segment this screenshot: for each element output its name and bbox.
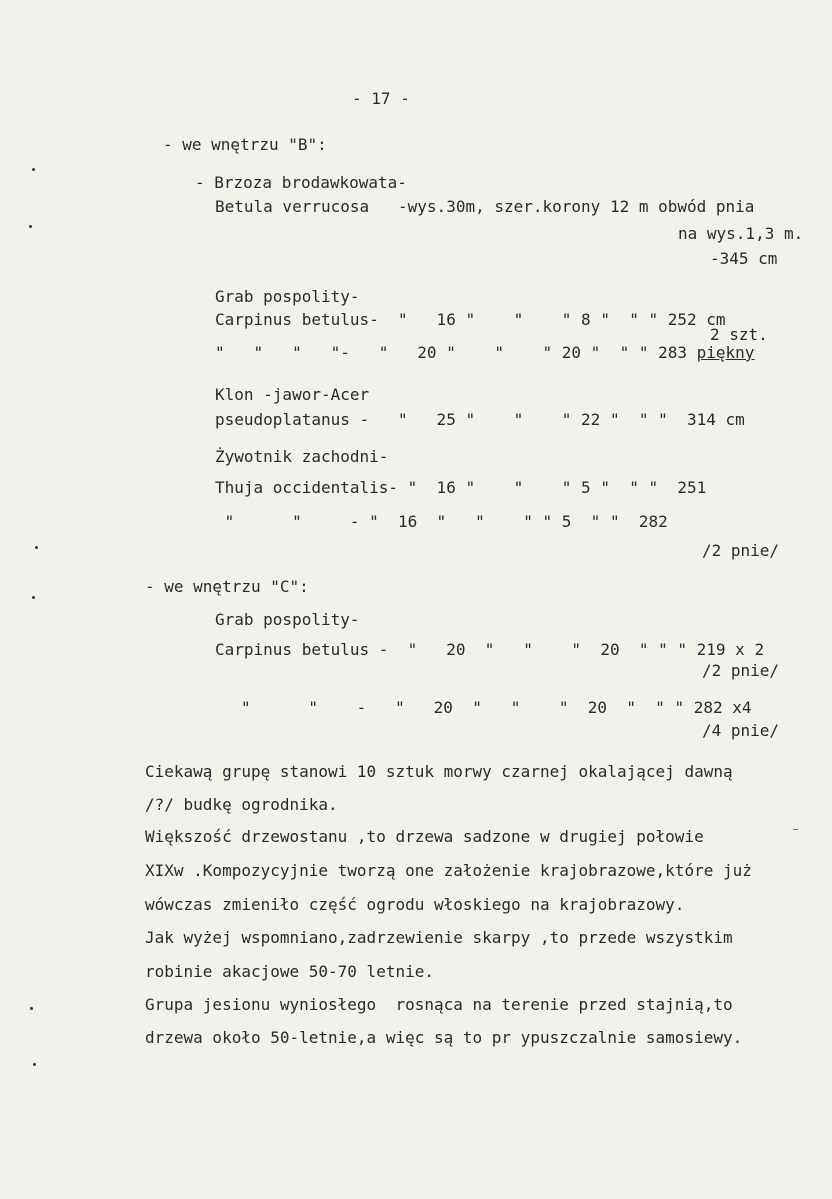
entry-line: Grab pospolity-: [215, 610, 360, 629]
section-heading-b: - we wnętrzu "B":: [163, 135, 327, 154]
scan-speck: [29, 225, 32, 228]
paragraph-line: wówczas zmieniło część ogrodu włoskiego na krajobrazowy.: [145, 895, 685, 914]
paragraph-line: Ciekawą grupę stanowi 10 sztuk morwy czarnej okalającej dawną: [145, 762, 733, 781]
scan-speck: [32, 168, 35, 171]
entry-line: Grab pospolity-: [215, 287, 360, 306]
entry-line: -345 cm: [710, 249, 778, 268]
entry-line: pseudoplatanus - " 25 " " " 22 " " " 314 cm: [215, 410, 745, 429]
entry-line: Carpinus betulus - " 20 " " " 20 " " " 219 x 2: [215, 640, 765, 659]
scan-speck: [30, 1007, 33, 1010]
scan-speck: [33, 1063, 36, 1066]
paragraph-line: Większość drzewostanu ,to drzewa sadzone w drugiej połowie: [145, 827, 704, 846]
scan-speck: [35, 546, 38, 549]
underlined-remark: piękny: [696, 343, 755, 362]
entry-text: " " " "- " 20 " " " 20 " " " 283: [215, 343, 697, 362]
entry-line: /2 pnie/: [702, 661, 780, 680]
entry-line: " " - " 20 " " " 20 " " " 282 x4: [241, 698, 752, 717]
entry-line: Carpinus betulus- " 16 " " " 8 " " " 252 cm: [215, 310, 726, 329]
entry-line: Żywotnik zachodni-: [215, 447, 389, 466]
entry-line: 2 szt.: [710, 325, 768, 344]
entry-line: Thuja occidentalis- " 16 " " " 5 " " " 251: [215, 478, 707, 497]
scan-speck: [32, 596, 35, 599]
paragraph-line: robinie akacjowe 50-70 letnie.: [145, 962, 434, 981]
page-number: - 17 -: [352, 89, 410, 108]
paragraph-line: Jak wyżej wspomniano,zadrzewienie skarpy ,to przede wszystkim: [145, 928, 733, 947]
entry-line: Klon -jawor-Acer: [215, 385, 370, 404]
entry-line: - Brzoza brodawkowata-: [195, 173, 407, 192]
entry-line: " " - " 16 " " " " 5 " " 282: [215, 512, 668, 531]
paragraph-line: Grupa jesionu wyniosłego rosnąca na terenie przed stajnią,to: [145, 995, 733, 1014]
entry-line: /4 pnie/: [702, 721, 780, 740]
entry-line: Betula verrucosa -wys.30m, szer.korony 12 m obwód pnia: [215, 197, 755, 216]
paragraph-line: XIXw .Kompozycyjnie tworzą one założenie krajobrazowe,które już: [145, 861, 752, 880]
entry-line: na wys.1,3 m.: [678, 224, 804, 243]
scan-mark: [793, 829, 798, 830]
paragraph-line: /?/ budkę ogrodnika.: [145, 795, 338, 814]
entry-line: /2 pnie/: [702, 541, 780, 560]
paragraph-line: drzewa około 50-letnie,a więc są to pr ypuszczalnie samosiewy.: [145, 1028, 743, 1047]
entry-line: [215, 344, 754, 362]
section-heading-c: - we wnętrzu "C":: [145, 577, 309, 596]
